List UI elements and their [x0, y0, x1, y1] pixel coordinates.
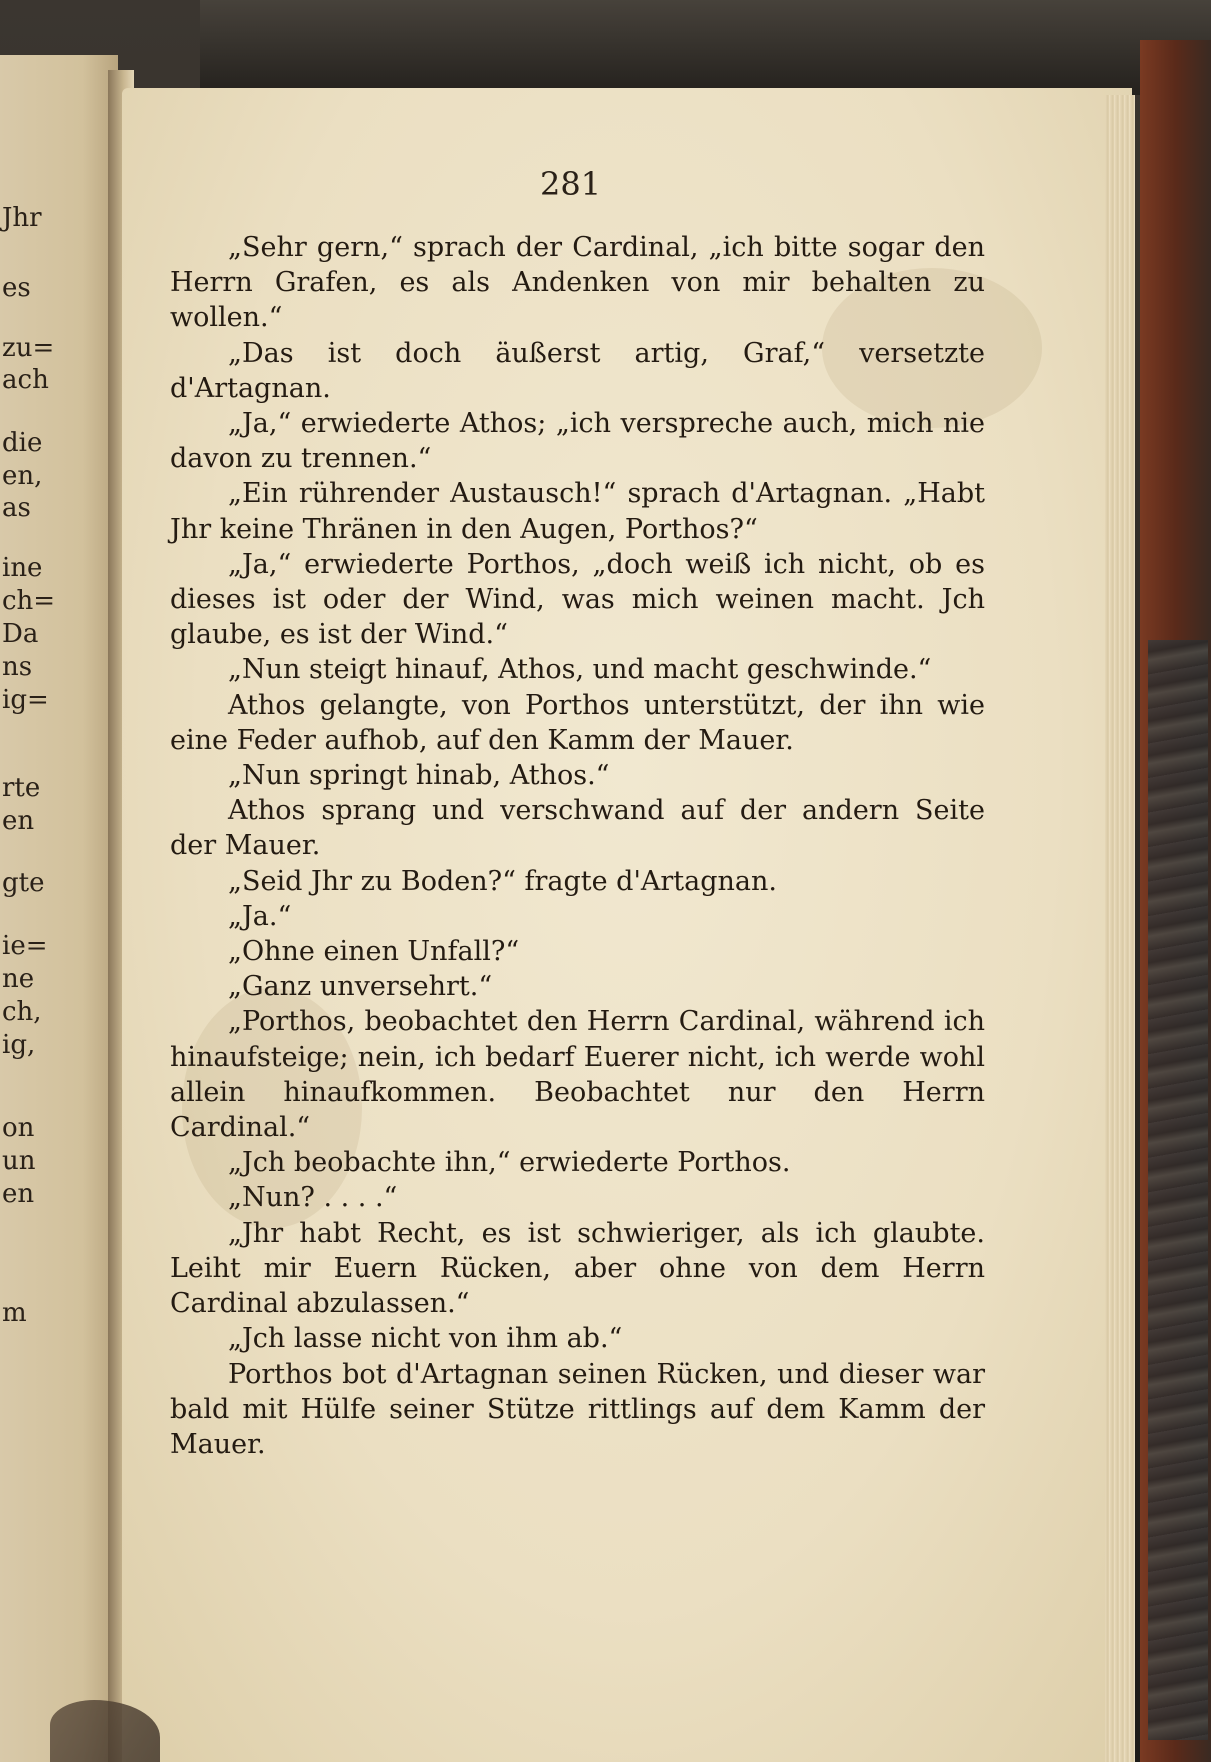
- paragraph: „Nun? . . . .“: [228, 1182, 398, 1214]
- paragraph: „Ja.“: [228, 900, 292, 932]
- page-number: 281: [540, 165, 602, 203]
- page-edges: [1105, 95, 1135, 1762]
- paragraph: „Jch beobachte ihn,“ erwiederte Porthos.: [228, 1147, 791, 1179]
- left-page-fragment: rte: [2, 773, 41, 803]
- marbled-edge: [1148, 640, 1208, 1740]
- left-page-fragment: gte: [2, 868, 45, 898]
- paragraph: „Nun springt hinab, Athos.“: [228, 760, 610, 792]
- paragraph: „Seid Jhr zu Boden?“ fragte d'Artagnan.: [228, 865, 777, 897]
- left-page-fragment: Jhr: [2, 203, 42, 233]
- book-cover-top: [200, 0, 1211, 95]
- left-page-fragment: ig=: [2, 685, 49, 715]
- paragraph: „Ganz unversehrt.“: [228, 971, 493, 1003]
- left-page-fragment: die: [2, 428, 43, 458]
- left-page-fragment: en: [2, 1179, 35, 1209]
- paragraph: „Jhr habt Recht, es ist schwieriger, als ich glaubte. Leiht mir Euern Rücken, aber ohne von dem Herrn Cardinal abzulassen.“: [170, 1217, 985, 1320]
- left-page-fragment: un: [2, 1146, 36, 1176]
- left-page-fragment: en,: [2, 461, 43, 491]
- left-page-fragment: ch=: [2, 586, 56, 616]
- paragraph: „Ja,“ erwiederte Porthos, „doch weiß ich nicht, ob es dieses ist oder der Wind, was mich weinen macht. Jch glaube, es ist der Wind.“: [170, 548, 985, 651]
- left-page-fragment: en: [2, 806, 35, 836]
- left-page-fragment: es: [2, 273, 31, 303]
- left-page: [0, 55, 118, 1762]
- paragraph: „Jch lasse nicht von ihm ab.“: [228, 1323, 623, 1355]
- left-page-fragment: ie=: [2, 931, 48, 961]
- left-page-fragment: zu=: [2, 333, 55, 363]
- paragraph: Porthos bot d'Artagnan seinen Rücken, und dieser war bald mit Hülfe seiner Stütze rittlings auf dem Kamm der Mauer.: [170, 1358, 985, 1460]
- left-page-fragment: m: [2, 1298, 27, 1328]
- paragraph: Athos gelangte, von Porthos unterstützt, der ihn wie eine Feder aufhob, auf den Kamm der Mauer.: [170, 689, 985, 756]
- paragraph: „Nun steigt hinauf, Athos, und macht geschwinde.“: [228, 654, 932, 686]
- left-page-fragment: ine: [2, 553, 43, 583]
- left-page-fragment: ne: [2, 964, 35, 994]
- left-page-fragment: Da: [2, 619, 39, 649]
- left-page-fragment: ns: [2, 652, 33, 682]
- paragraph: Athos sprang und verschwand auf der andern Seite der Mauer.: [170, 795, 985, 862]
- paragraph: „Porthos, beobachtet den Herrn Cardinal, während ich hinaufsteige; nein, ich bedarf Euerer nicht, ich werde wohl allein hinaufkommen. Beobachtet nur den Herrn Cardinal.“: [170, 1006, 985, 1144]
- paragraph: „Ohne einen Unfall?“: [228, 936, 520, 968]
- body-text: [170, 230, 985, 1462]
- paragraph: „Ein rührender Austausch!“ sprach d'Artagnan. „Habt Jhr keine Thränen in den Augen, Porthos?“: [170, 478, 985, 545]
- paragraph: „Sehr gern,“ sprach der Cardinal, „ich bitte sogar den Herrn Grafen, es als Andenken von mir behalten zu wollen.“: [170, 232, 985, 334]
- left-page-fragment: ach: [2, 365, 49, 395]
- left-page-fragment: ig,: [2, 1030, 36, 1060]
- left-page-fragment: as: [2, 493, 31, 523]
- left-page-fragment: on: [2, 1113, 35, 1143]
- left-page-fragment: ch,: [2, 997, 42, 1027]
- paragraph: „Das ist doch äußerst artig, Graf,“ versetzte d'Artagnan.: [170, 337, 985, 404]
- paragraph: „Ja,“ erwiederte Athos; „ich verspreche auch, mich nie davon zu trennen.“: [170, 408, 985, 475]
- book-cover-right: [1140, 40, 1211, 1762]
